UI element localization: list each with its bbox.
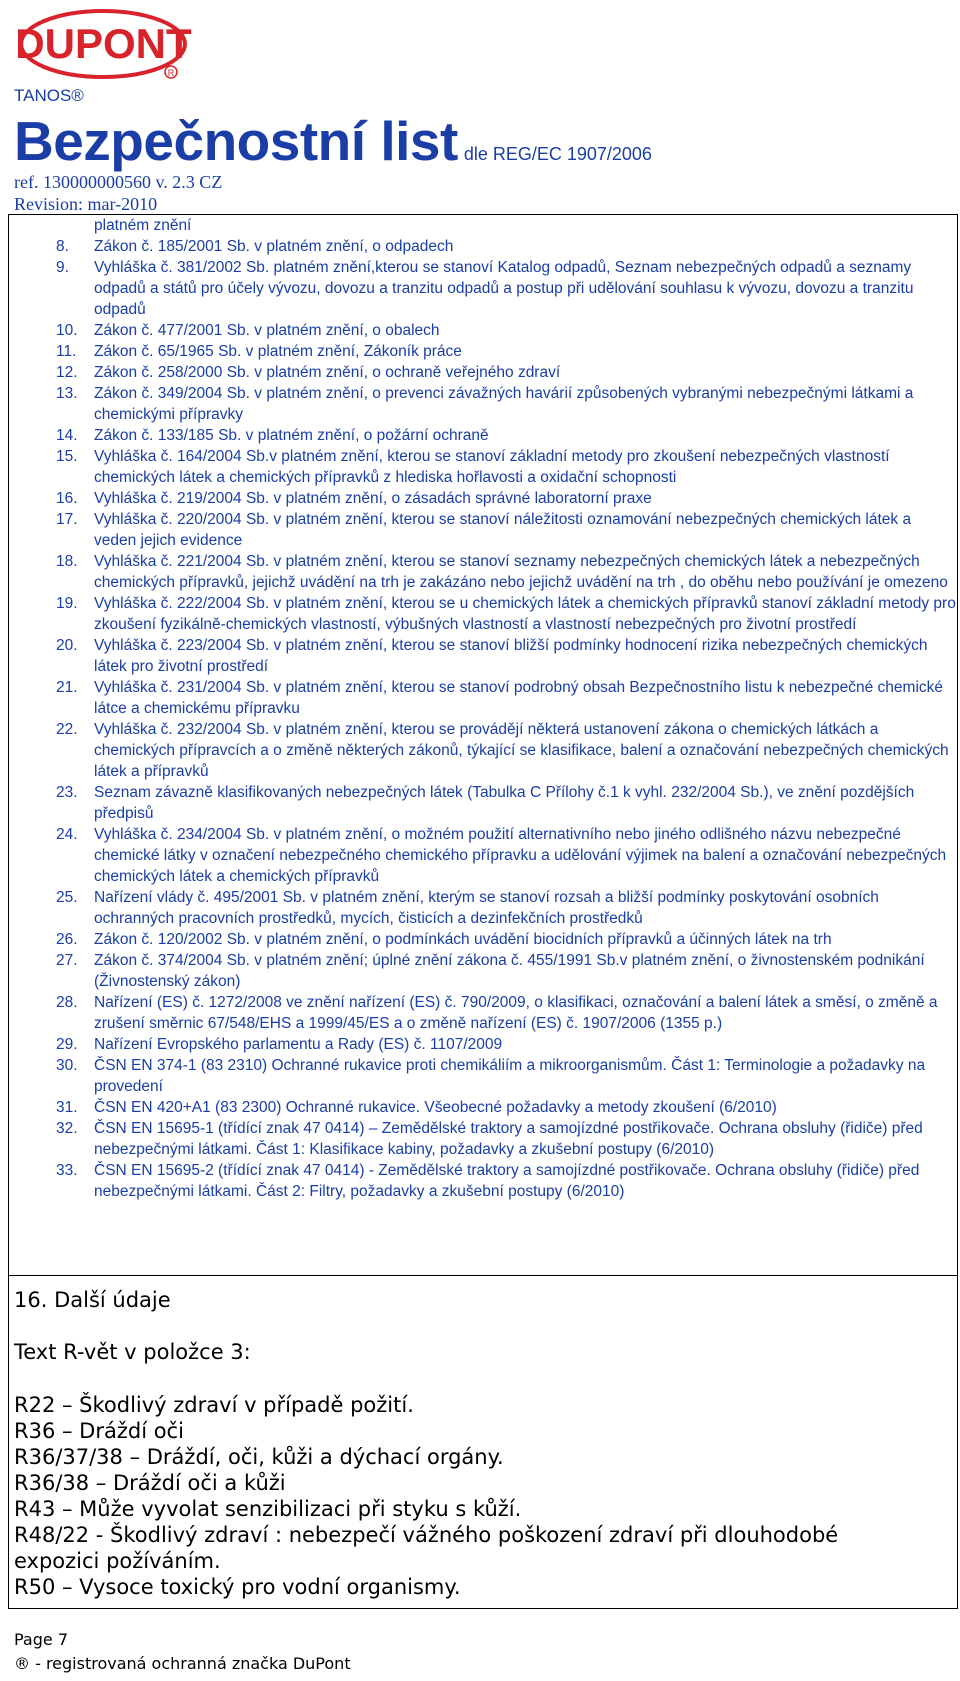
list-continuation — [56, 215, 956, 236]
list-item — [56, 320, 956, 341]
list-item — [56, 341, 956, 362]
list-item-number: 15. — [56, 448, 78, 465]
list-item — [56, 929, 956, 950]
list-item-text: Zákon č. 65/1965 Sb. v platném znění, Zákoník práce — [94, 343, 462, 360]
list-item-text: Vyhláška č. 231/2004 Sb. v platném znění, kterou se stanoví podrobný obsah Bezpečnostního listu k nebezpečné chemické látce a chemickému přípravku — [94, 679, 944, 717]
list-item — [56, 824, 956, 887]
list-item — [56, 950, 956, 992]
list-item-number: 28. — [56, 994, 78, 1011]
list-item — [56, 635, 956, 677]
list-item-number: 10. — [56, 322, 78, 339]
list-item-number: 26. — [56, 931, 78, 948]
list-item-text: Zákon č. 374/2004 Sb. v platném znění; úplné znění zákona č. 455/1991 Sb.v platném znění, o živnostenském podnikání (Živnostenský zákon) — [94, 952, 925, 990]
r-phrase: R50 – Vysoce toxický pro vodní organismy. — [14, 1575, 461, 1599]
list-item-number: 11. — [56, 343, 77, 360]
list-item — [56, 425, 956, 446]
list-item-number: 21. — [56, 679, 78, 696]
list-item-text: Vyhláška č. 234/2004 Sb. v platném znění, o možném použití alternativního nebo jiného odlišného názvu nebezpečné chemické látky v označení nebezpečného chemického přípravku a udělování výjimek na balení a označování nebezpečných chemických látek a chemických přípravků — [94, 826, 947, 885]
list-item-number: 18. — [56, 553, 78, 570]
legislation-list — [56, 215, 956, 1202]
list-item-number: 12. — [56, 364, 78, 381]
list-item-number: 17. — [56, 511, 78, 528]
list-item-number: 9. — [56, 259, 69, 276]
list-item-number: 14. — [56, 427, 78, 444]
list-item-text: Vyhláška č. 219/2004 Sb. v platném znění, o zásadách správné laboratorní praxe — [94, 490, 652, 507]
list-item-number: 33. — [56, 1162, 78, 1179]
list-item — [56, 488, 956, 509]
list-item-number: 19. — [56, 595, 78, 612]
revision-date: Revision: mar-2010 — [14, 194, 158, 214]
list-item-number: 8. — [56, 238, 69, 255]
list-item — [56, 236, 956, 257]
list-item-text: Nařízení (ES) č. 1272/2008 ve znění nařízení (ES) č. 790/2009, o klasifikaci, označování a balení látek a směsí, o změně a zrušení směrnic 67/548/EHS a 1999/45/ES a o změně nařízení (ES) č. 1907/2006 (1355 p.) — [94, 994, 938, 1032]
r-phrase: R36/37/38 – Dráždí, oči, kůži a dýchací orgány. — [14, 1445, 504, 1469]
list-item-text: Vyhláška č. 164/2004 Sb.v platném znění, kterou se stanoví základní metody pro zkoušení nebezpečných vlastností chemických látek a chemických přípravků z hlediska hořlavosti a oxidační schopnosti — [94, 448, 890, 486]
list-item-text: ČSN EN 374-1 (83 2310) Ochranné rukavice proti chemikáliím a mikroorganismům. Část 1: Terminologie a požadavky na provedení — [94, 1057, 926, 1095]
list-item-number: 16. — [56, 490, 78, 507]
list-item — [56, 509, 956, 551]
section-subheading: Text R-vět v položce 3: — [14, 1340, 251, 1364]
r-phrase: R48/22 - Škodlivý zdraví : nebezpečí vážného poškození zdraví při dlouhodobé expozici požíváním. — [14, 1523, 839, 1573]
regulation-ref: dle REG/EC 1907/2006 — [463, 144, 652, 164]
page-number: Page 7 — [14, 1630, 68, 1649]
list-item-number: 29. — [56, 1036, 78, 1053]
list-item-text: Vyhláška č. 221/2004 Sb. v platném znění, kterou se stanoví seznamy nebezpečných chemických látek a nebezpečných chemických přípravků, jejichž uvádění na trh je zakázáno nebo jejichž uvádění na trh , do oběhu nebo používání je omezeno — [94, 553, 948, 591]
list-item-text: Vyhláška č. 223/2004 Sb. v platném znění, kterou se stanoví bližší podmínky hodnocení rizika nebezpečných chemických látek pro životní prostředí — [94, 637, 928, 675]
list-item-text: Vyhláška č. 381/2002 Sb. platném znění,kterou se stanoví Katalog odpadů, Seznam nebezpečných odpadů a seznamy odpadů a států pro účely vývozu, dovozu a tranzitu odpadů a postup při udělování souhlasu k vývozu, dovozu a tranzitu odpadů — [94, 259, 914, 318]
list-item — [56, 782, 956, 824]
list-item — [56, 992, 956, 1034]
trademark-note: ® - registrovaná ochranná značka DuPont — [14, 1654, 351, 1673]
section-heading: 16. Další údaje — [14, 1288, 171, 1312]
document-ref: ref. 130000000560 v. 2.3 CZ — [14, 172, 223, 192]
list-item — [56, 593, 956, 635]
list-item-text: Zákon č. 349/2004 Sb. v platném znění, o prevenci závažných havárií způsobených vybranými nebezpečnými látkami a chemickými přípravky — [94, 385, 914, 423]
list-item-text: Vyhláška č. 222/2004 Sb. v platném znění, kterou se u chemických látek a chemických přípravků stanoví základní metody pro zkoušení fyzikálně-chemických vlastností, výbušných vlastností a vlastností nebezpečných pro životní prostředí — [94, 595, 956, 633]
list-item-text: ČSN EN 420+A1 (83 2300) Ochranné rukavice. Všeobecné požadavky a metody zkoušení (6/2010) — [94, 1099, 777, 1116]
list-item-text: Zákon č. 133/185 Sb. v platném znění, o požární ochraně — [94, 427, 489, 444]
document-title: Bezpečnostní list — [14, 110, 458, 172]
list-item — [56, 1034, 956, 1055]
list-item-text: Nařízení vlády č. 495/2001 Sb. v platném znění, kterým se stanoví rozsah a bližší podmínky poskytování osobních ochranných pracovních prostředků, mycích, čisticích a dezinfekčních prostředků — [94, 889, 879, 927]
r-phrase: R43 – Může vyvolat senzibilizaci při styku s kůží. — [14, 1497, 522, 1521]
list-item-text: Nařízení Evropského parlamentu a Rady (ES) č. 1107/2009 — [94, 1036, 503, 1053]
list-item-text: Zákon č. 477/2001 Sb. v platném znění, o obalech — [94, 322, 440, 339]
list-item — [56, 719, 956, 782]
list-item-number: 13. — [56, 385, 78, 402]
continuation-text: platném znění — [94, 217, 192, 234]
list-item-text: ČSN EN 15695-1 (třídící znak 47 0414) – Zemědělské traktory a samojízdné postřikovače. Ochrana obsluhy (řidiče) před nebezpečnými látkami. Část 1: Klasifikace kabiny, požadavky a zkušební postupy (6/2010) — [94, 1120, 923, 1158]
dupont-logo — [18, 8, 192, 82]
list-item-number: 23. — [56, 784, 78, 801]
list-item-number: 30. — [56, 1057, 78, 1074]
list-item-number: 25. — [56, 889, 78, 906]
logo-text: DUPONT — [18, 20, 192, 67]
list-item — [56, 362, 956, 383]
list-item — [56, 383, 956, 425]
r-phrase: R22 – Škodlivý zdraví v případě požití. — [14, 1393, 414, 1417]
list-item — [56, 1055, 956, 1097]
list-item — [56, 446, 956, 488]
list-item — [56, 1097, 956, 1118]
list-item-number: 31. — [56, 1099, 78, 1116]
list-item-number: 27. — [56, 952, 78, 969]
list-item — [56, 887, 956, 929]
list-item-text: Vyhláška č. 232/2004 Sb. v platném znění, kterou se provádějí některá ustanovení zákona o chemických látkách a chemických přípravcích a o změně některých zákonů, týkající se klasifikace, balení a označování nebezpečných chemických látek a přípravků — [94, 721, 949, 780]
r-phrase: R36/38 – Dráždí oči a kůži — [14, 1471, 286, 1495]
list-item-number: 24. — [56, 826, 78, 843]
list-item — [56, 257, 956, 320]
list-item-text: Vyhláška č. 220/2004 Sb. v platném znění, kterou se stanoví náležitosti oznamování nebezpečných chemických látek a veden jejich evidence — [94, 511, 912, 549]
list-item-text: Seznam závazně klasifikovaných nebezpečných látek (Tabulka C Přílohy č.1 k vyhl. 232/2004 Sb.), ve znění pozdějších předpisů — [94, 784, 915, 822]
list-item — [56, 551, 956, 593]
list-item-number: 20. — [56, 637, 78, 654]
list-item-number: 22. — [56, 721, 78, 738]
list-item-text: Zákon č. 258/2000 Sb. v platném znění, o ochraně veřejného zdraví — [94, 364, 561, 381]
list-item-number: 32. — [56, 1120, 78, 1137]
svg-text:R: R — [167, 68, 175, 78]
list-item — [56, 677, 956, 719]
product-name: TANOS® — [14, 86, 84, 105]
list-item-text: ČSN EN 15695-2 (třídící znak 47 0414) - Zemědělské traktory a samojízdné postřikovače. Ochrana obsluhy (řidiče) před nebezpečnými látkami. Část 2: Filtry, požadavky a zkušební postupy (6/2010) — [94, 1162, 920, 1200]
list-item-text: Zákon č. 185/2001 Sb. v platném znění, o odpadech — [94, 238, 454, 255]
list-item — [56, 1160, 956, 1202]
list-item-text: Zákon č. 120/2002 Sb. v platném znění, o podmínkách uvádění biocidních přípravků a účinných látek na trh — [94, 931, 832, 948]
r-phrase: R36 – Dráždí oči — [14, 1419, 184, 1443]
list-item — [56, 1118, 956, 1160]
